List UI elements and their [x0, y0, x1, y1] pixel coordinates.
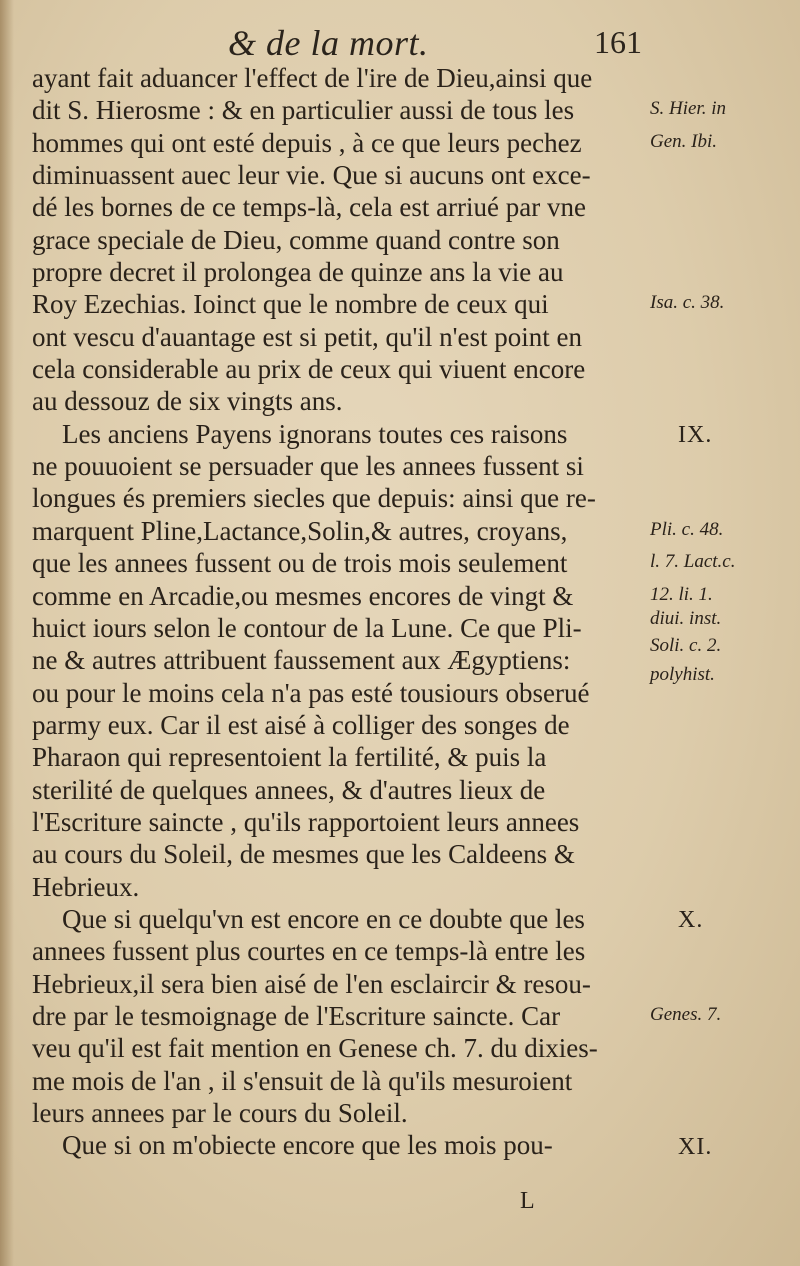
text-line: me mois de l'an , il s'ensuit de là qu'ils mesuroient — [32, 1065, 573, 1096]
text-line: comme en Arcadie,ou mesmes encores de vingt & — [32, 580, 574, 611]
margin-note: l. 7. Lact.c. — [650, 551, 736, 573]
margin-note: Soli. c. 2. — [650, 635, 722, 657]
margin-note: polyhist. — [650, 664, 715, 686]
text-line: annees fussent plus courtes en ce temps-là entre les — [32, 936, 586, 967]
running-title: & de la mort. — [228, 23, 429, 63]
text-line: ont vescu d'auantage est si petit, qu'il n'est point en — [32, 321, 582, 352]
text-line: Roy Ezechias. Ioinct que le nombre de ceux qui — [32, 289, 549, 320]
margin-note: 12. li. 1. — [650, 583, 713, 605]
text-line: que les annees fussent ou de trois mois seulement — [32, 548, 568, 579]
section-number: XI. — [678, 1133, 713, 1160]
text-line: parmy eux. Car il est aisé à colliger des songes de — [32, 709, 570, 740]
text-line: sterilité de quelques annees, & d'autres lieux de — [32, 774, 546, 805]
text-line: grace speciale de Dieu, comme quand contre son — [32, 224, 560, 255]
text-line: propre decret il prolongea de quinze ans la vie au — [32, 257, 564, 288]
margin-note: Genes. 7. — [650, 1004, 722, 1026]
running-head — [0, 22, 800, 66]
text-line: ou pour le moins cela n'a pas esté tousiours obserué — [32, 677, 590, 708]
text-line: veu qu'il est fait mention en Genese ch. 7. du dixies- — [32, 1033, 598, 1064]
text-line: hommes qui ont esté depuis , à ce que leurs pechez — [32, 127, 582, 158]
text-line: au cours du Soleil, de mesmes que les Caldeens & — [32, 839, 575, 870]
text-line: ayant fait aduancer l'effect de l'ire de Dieu,ainsi que — [32, 63, 593, 93]
text-line: diminuassent auec leur vie. Que si aucuns ont exce- — [32, 160, 591, 191]
text-line: leurs annees par le cours du Soleil. — [32, 1098, 408, 1128]
margin-note: Pli. c. 48. — [650, 518, 724, 540]
section-number: X. — [678, 907, 704, 934]
text-line: dre par le tesmoignage de l'Escriture saincte. Car — [32, 1000, 561, 1031]
text-line: marquent Pline,Lactance,Solin,& autres, croyans, — [32, 515, 568, 546]
section-number: IX. — [678, 421, 713, 448]
margin-note: diui. inst. — [650, 607, 722, 629]
catchword: L — [520, 1188, 535, 1214]
text-line: Que si quelqu'vn est encore en ce doubte que les — [62, 903, 585, 934]
text-line: ne & autres attribuent faussement aux Ægyptiens: — [32, 645, 571, 676]
text-line: Hebrieux. — [32, 871, 140, 902]
text-line: au dessouz de six vingts ans. — [32, 386, 343, 417]
text-line: l'Escriture saincte , qu'ils rapportoient leurs annees — [32, 806, 580, 837]
text-line: dit S. Hierosme : & en particulier aussi de tous les — [32, 95, 575, 126]
text-line: ne pouuoient se persuader que les annees fussent si — [32, 451, 584, 482]
text-line: Que si on m'obiecte encore que les mois pou- — [62, 1130, 553, 1161]
text-line: dé les bornes de ce temps-là, cela est arriué par vne — [32, 192, 586, 223]
text-line: Les anciens Payens ignorans toutes ces raisons — [62, 418, 568, 449]
text-line: Pharaon qui representoient la fertilité, & puis la — [32, 742, 547, 773]
page-gutter-shadow — [0, 0, 14, 1266]
main-text — [32, 62, 652, 1162]
margin-note: S. Hier. in — [650, 98, 726, 120]
text-line: Hebrieux,il sera bien aisé de l'en esclaircir & resou- — [32, 968, 591, 999]
page-number: 161 — [594, 24, 642, 60]
text-line: cela considerable au prix de ceux qui viuent encore — [32, 354, 586, 385]
text-line: longues és premiers siecles que depuis: ainsi que re- — [32, 483, 596, 514]
margin-note: Isa. c. 38. — [650, 292, 725, 314]
margin-note: Gen. Ibi. — [650, 130, 718, 152]
text-line: huict iours selon le contour de la Lune. Ce que Pli- — [32, 612, 582, 643]
